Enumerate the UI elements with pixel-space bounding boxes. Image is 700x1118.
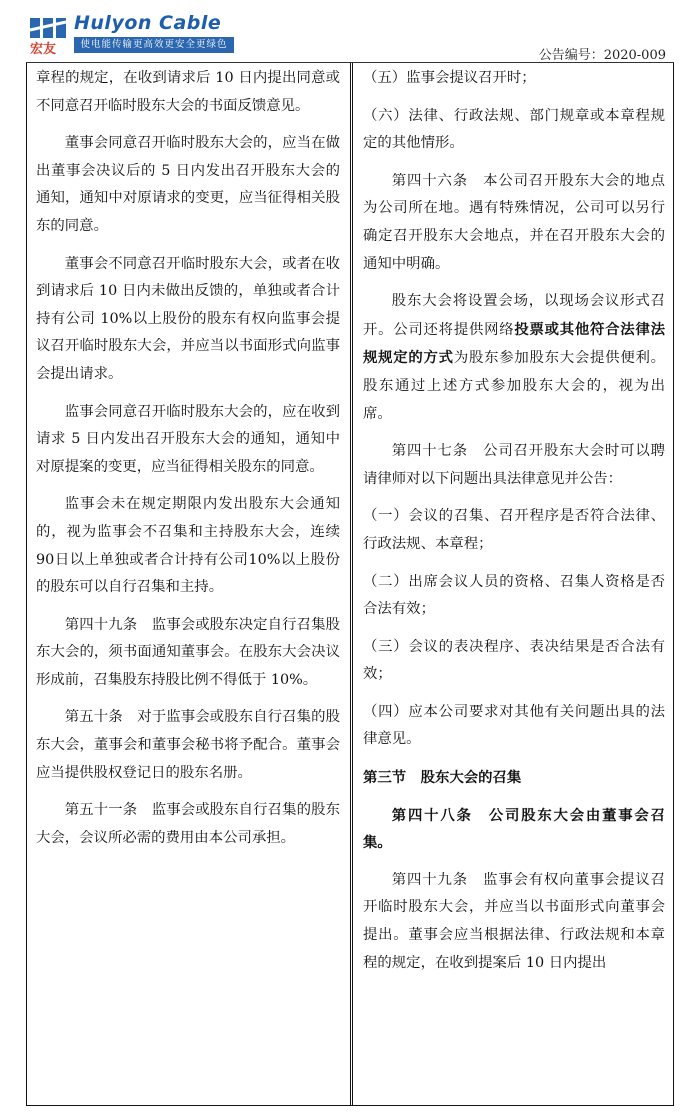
- text-run: 为股东参加股东大会提供便利。股东通过上述方式参加股东大会的，视为出席。: [363, 350, 665, 422]
- right-paragraph: （二）出席会议人员的资格、召集人资格是否合法有效；: [363, 573, 665, 618]
- page-header: [0, 0, 700, 66]
- left-paragraph: 章程的规定，在收到请求后 10 日内提出同意或不同意召开临时股东大会的书面反馈意见。: [36, 70, 340, 114]
- left-paragraph: 监事会未在规定期限内发出股东大会通知的，视为监事会不召集和主持股东大会，连续90日以上单独或者合计持有公司10%以上股份的股东可以自行召集和主持。: [36, 496, 340, 596]
- announcement-number: 公告编号：2020-009: [538, 48, 666, 63]
- right-paragraph: （三）会议的表决程序、表决结果是否合法有效；: [363, 638, 665, 683]
- right-paragraph: （五）监事会提议召开时；: [363, 70, 536, 86]
- logo-brand-name: Hulyon Cable: [74, 12, 222, 34]
- company-logo: [28, 12, 238, 58]
- left-paragraph: 监事会同意召开临时股东大会的，应在收到请求 5 日内发出召开股东大会的通知，通知中对原提案的变更，应当征得相关股东的同意。: [36, 403, 340, 475]
- logo-chinese-name: 宏友: [30, 42, 57, 57]
- right-paragraph: （一）会议的召集、召开程序是否符合法律、行政法规、本章程；: [363, 508, 665, 552]
- right-paragraph: （六）法律、行政法规、部门规章或本章程规定的其他情形。: [363, 107, 665, 152]
- left-paragraph: 董事会不同意召开临时股东大会，或者在收到请求后 10 日内未做出反馈的，单独或者合计持有公司 10%以上股份的股东有权向监事会提议召开临时股东大会，并应当以书面形式向监事会提出请求。: [36, 255, 340, 382]
- article-51-old: 第五十一条 监事会或股东自行召集的股东大会，会议所必需的费用由本公司承担。: [36, 802, 340, 846]
- logo-tagline: 使电能传输更高效更安全更绿色: [74, 37, 234, 53]
- right-paragraph: [363, 288, 665, 428]
- right-column: [363, 65, 665, 987]
- text-run: 股东大会将设置会场，以现场会议形式召开。公司还将提供网络: [363, 293, 665, 338]
- left-column: [36, 65, 340, 862]
- article-46: 第四十六条 本公司召开股东大会的地点为公司所在地。遇有特殊情况，公司可以另行确定召开股东大会地点，并在召开股东大会的通知中明确。: [363, 172, 665, 272]
- left-paragraph: 董事会同意召开临时股东大会的，应当在做出董事会决议后的 5 日内发出召开股东大会的通知，通知中对原请求的变更，应当征得相关股东的同意。: [36, 135, 340, 234]
- article-50-old: 第五十条 对于监事会或股东自行召集的股东大会，董事会和董事会秘书将予配合。董事会应当提供股权登记日的股东名册。: [36, 709, 340, 781]
- right-paragraph: （四）应本公司要求对其他有关问题出具的法律意见。: [363, 703, 665, 748]
- article-47: 第四十七条 公司召开股东大会时可以聘请律师对以下问题出具法律意见并公告：: [363, 443, 665, 487]
- section-heading: 第三节 股东大会的召集: [363, 769, 522, 787]
- comparison-table: [26, 63, 674, 1106]
- article-49: 第四十九条 监事会有权向董事会提议召开临时股东大会，并应当以书面形式向董事会提出。董事会应当根据法律、行政法规和本章程的规定，在收到提案后 10 日内提出: [363, 871, 665, 971]
- bold-text-run: 投票或其他符合法律法规规定的方式: [363, 320, 665, 367]
- column-divider: [350, 63, 353, 1105]
- article-48: 第四十八条 公司股东大会由董事会召集。: [363, 806, 665, 852]
- article-49-old: 第四十九条 监事会或股东决定自行召集股东大会的，须书面通知董事会。在股东大会决议形成前，召集股东持股比例不得低于 10%。: [36, 616, 340, 688]
